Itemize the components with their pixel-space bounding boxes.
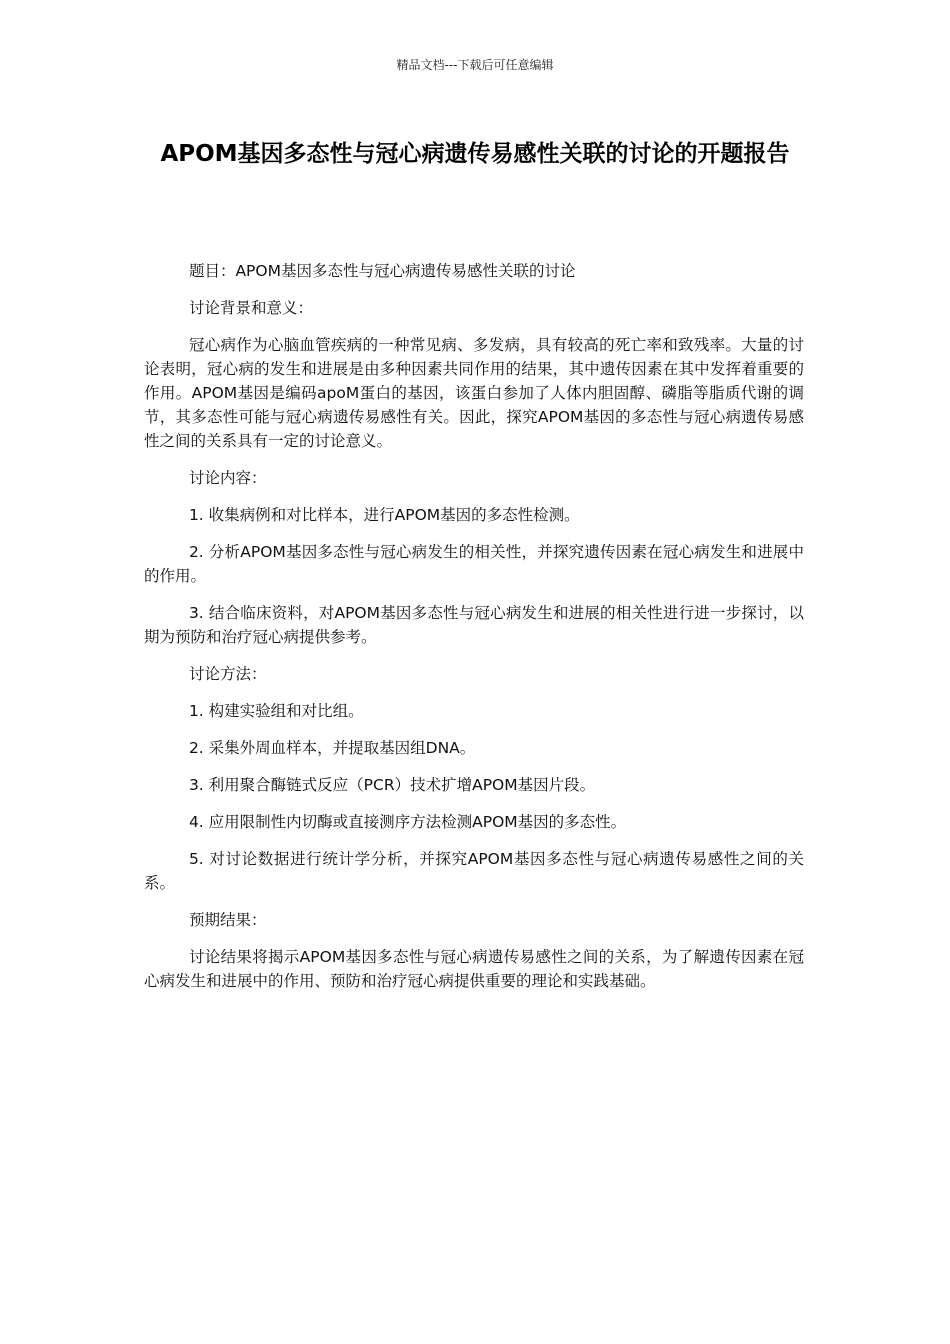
expected-results-heading: 预期结果： xyxy=(188,911,267,929)
background-paragraph: 冠心病作为心脑血管疾病的一种常见病、多发病，具有较高的死亡率和致残率。大量的讨论表明，冠心病的发生和进展是由多种因素共同作用的结果，其中遗传因素在其中发挥着重要的作用。APOM基因是编码apoM蛋白的基因，该蛋白参加了人体内胆固醇、磷脂等脂质代谢的调节，其多态性可能与冠心病遗传易感性有关。因此，探究APOM基因的多态性与冠心病遗传易感性之间的关系具有一定的讨论意义。 xyxy=(144,336,804,450)
page-header: 精品文档---下载后可任意编辑 xyxy=(396,58,554,72)
content-item: 3. 结合临床资料，对APOM基因多态性与冠心病发生和进展的相关性进行进一步探讨，以期为预防和治疗冠心病提供参考。 xyxy=(144,604,804,646)
topic-line: 题目：APOM基因多态性与冠心病遗传易感性关联的讨论 xyxy=(188,262,576,280)
background-heading: 讨论背景和意义： xyxy=(188,299,313,317)
content-item: 1. 收集病例和对比样本，进行APOM基因的多态性检测。 xyxy=(188,506,580,524)
method-item: 2. 采集外周血样本，并提取基因组DNA。 xyxy=(188,739,476,757)
method-item: 4. 应用限制性内切酶或直接测序方法检测APOM基因的多态性。 xyxy=(188,813,627,831)
method-item: 3. 利用聚合酶链式反应（PCR）技术扩增APOM基因片段。 xyxy=(188,776,596,794)
method-item: 5. 对讨论数据进行统计学分析，并探究APOM基因多态性与冠心病遗传易感性之间的关系。 xyxy=(144,850,804,892)
methods-heading: 讨论方法： xyxy=(188,665,267,683)
document-title: APOM基因多态性与冠心病遗传易感性关联的讨论的开题报告 xyxy=(160,141,790,167)
content-heading: 讨论内容： xyxy=(188,469,267,487)
expected-results-paragraph: 讨论结果将揭示APOM基因多态性与冠心病遗传易感性之间的关系，为了解遗传因素在冠心病发生和进展中的作用、预防和治疗冠心病提供重要的理论和实践基础。 xyxy=(144,948,804,990)
method-item: 1. 构建实验组和对比组。 xyxy=(188,702,364,720)
document-body xyxy=(144,259,804,1006)
content-item: 2. 分析APOM基因多态性与冠心病发生的相关性，并探究遗传因素在冠心病发生和进展中的作用。 xyxy=(144,543,804,585)
